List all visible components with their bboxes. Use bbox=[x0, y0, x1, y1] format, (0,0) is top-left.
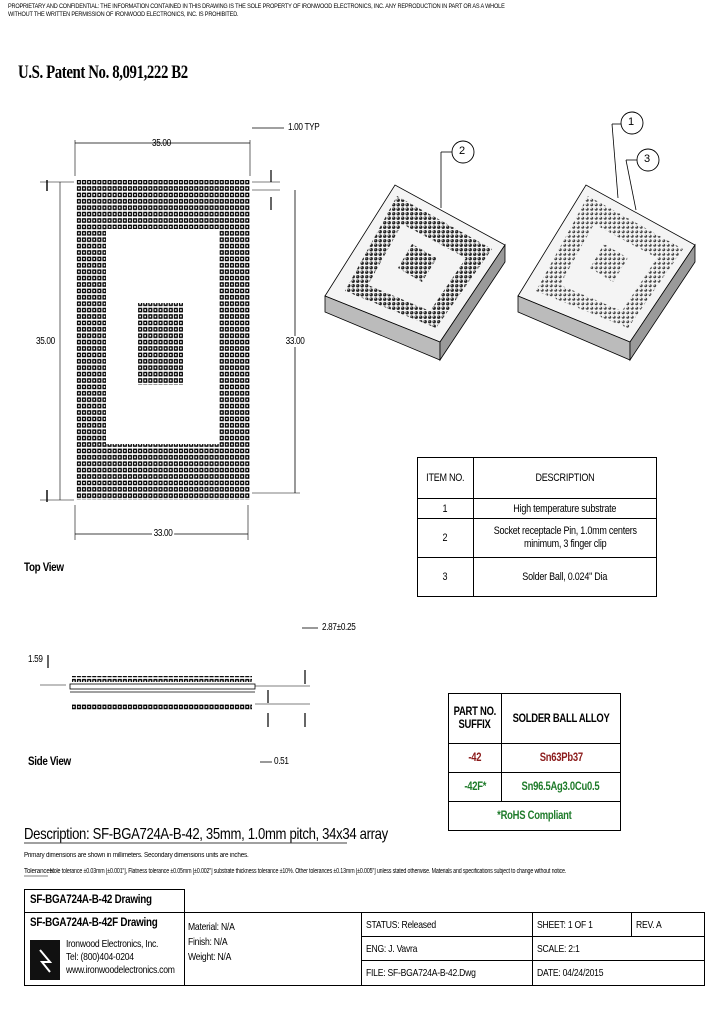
rohs-note: *RoHS Compliant bbox=[449, 802, 621, 831]
company-tel: Tel: (800)404-0204 bbox=[66, 951, 134, 963]
alloy-suffix: -42F* bbox=[449, 773, 502, 802]
description-title: Description: SF-BGA724A-B-42, 35mm, 1.0mm pitch, 34x34 array bbox=[24, 826, 388, 843]
legal-notice-line-1: PROPRIETARY AND CONFIDENTIAL: THE INFORMATION CONTAINED IN THIS DRAWING IS THE SOLE PROPERTY OF IRONWOOD ELECTRONICS, INC. ANY REPRODUCTION IN PART OR AS A WHOLE bbox=[8, 3, 505, 10]
finish: Finish: N/A bbox=[188, 936, 228, 948]
company-name: Ironwood Electronics, Inc. bbox=[66, 938, 159, 950]
date: DATE: 04/24/2015 bbox=[537, 967, 604, 979]
item-desc: Socket receptacle Pin, 1.0mm centers minimum, 3 finger clip bbox=[473, 519, 656, 558]
status: STATUS: Released bbox=[366, 919, 436, 931]
revision: REV. A bbox=[636, 919, 662, 931]
dim-left-height: 35.00 bbox=[36, 336, 55, 347]
dim-pitch: 1.00 TYP bbox=[288, 122, 320, 133]
callout-1: 1 bbox=[628, 116, 635, 128]
file-name: FILE: SF-BGA724A-B-42.Dwg bbox=[366, 967, 476, 979]
drawing-name-1: SF-BGA724A-B-42 Drawing bbox=[30, 892, 152, 906]
alloy-value: Sn63Pb37 bbox=[501, 744, 620, 773]
alloy-header-suffix: PART NO. SUFFIX bbox=[449, 694, 502, 744]
item-no: 3 bbox=[418, 558, 474, 597]
material: Material: N/A bbox=[188, 921, 235, 933]
callout-3: 3 bbox=[644, 153, 651, 165]
dim-top-width: 35.00 bbox=[152, 138, 171, 149]
dim-side-left: 1.59 bbox=[28, 654, 43, 665]
scale: SCALE: 2:1 bbox=[537, 943, 580, 955]
item-no: 2 bbox=[418, 519, 474, 558]
item-desc: Solder Ball, 0.024" Dia bbox=[473, 558, 656, 597]
alloy-header-alloy: SOLDER BALL ALLOY bbox=[501, 694, 620, 744]
callout-2: 2 bbox=[459, 145, 466, 157]
company-web: www.ironwoodelectronics.com bbox=[66, 964, 175, 976]
dim-ball: 0.51 bbox=[274, 756, 289, 767]
top-view-label: Top View bbox=[24, 560, 64, 574]
tolerance-text: Hole tolerance ±0.03mm [±0.001"], Flatness tolerance ±0.05mm [±0.002"] substrate thickness tolerance ±10%. Other tolerances ±0.13mm [±0.005"] unless stated otherwise. Materials and specifications subject to change without notice. bbox=[50, 868, 567, 875]
engineer: ENG: J. Vavra bbox=[366, 943, 418, 955]
alloy-value: Sn96.5Ag3.0Cu0.5 bbox=[501, 773, 620, 802]
item-table-header-item: ITEM NO. bbox=[418, 458, 474, 499]
tolerance-label: Tolerances: bbox=[24, 868, 55, 875]
item-desc: High temperature substrate bbox=[473, 499, 656, 519]
item-table bbox=[417, 457, 657, 597]
patent-number: U.S. Patent No. 8,091,222 B2 bbox=[18, 62, 188, 83]
logo-mark-icon bbox=[30, 940, 60, 980]
company-logo-icon bbox=[30, 940, 60, 980]
dim-thickness: 2.87±0.25 bbox=[322, 622, 356, 633]
dim-inner-height: 33.00 bbox=[285, 336, 305, 347]
weight: Weight: N/A bbox=[188, 951, 232, 963]
dim-inner-width: 33.00 bbox=[153, 528, 173, 539]
units-note: Primary dimensions are shown in millimeters. Secondary dimensions units are inches. bbox=[24, 852, 249, 859]
drawing-name-2: SF-BGA724A-B-42F Drawing bbox=[30, 915, 158, 929]
alloy-table bbox=[448, 693, 621, 831]
legal-notice-line-2: WITHOUT THE WRITTEN PERMISSION OF IRONWOOD ELECTRONICS, INC. IS PROHIBITED. bbox=[8, 11, 239, 18]
sheet: SHEET: 1 OF 1 bbox=[537, 919, 593, 931]
item-table-header-desc: DESCRIPTION bbox=[473, 458, 656, 499]
item-no: 1 bbox=[418, 499, 474, 519]
alloy-suffix: -42 bbox=[449, 744, 502, 773]
side-view-label: Side View bbox=[28, 754, 71, 768]
